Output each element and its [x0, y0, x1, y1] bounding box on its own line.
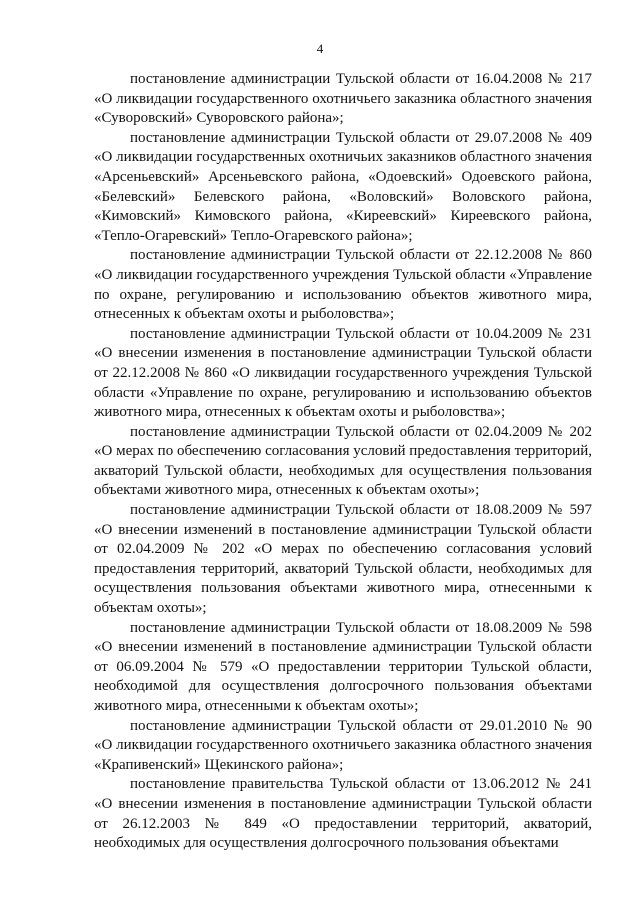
- resolution-header: постановление администрации Тульской области от 10.04.2009 № 231: [130, 325, 592, 342]
- resolution-title: «О внесении изменений в постановление администрации Тульской области от 02.04.2009 № 202 «О мерах по обеспечению согласования условий предоставления территорий, акваторий Тульской области, необходимых для осуществления пользования объектами животного мира, отнесенными к объектам охоты»;: [94, 521, 592, 617]
- document-body: [94, 70, 592, 854]
- resolution-header: постановление администрации Тульской области от 02.04.2009 № 202: [130, 423, 592, 440]
- resolution-header: постановление администрации Тульской области от 18.08.2009 № 598: [130, 619, 592, 636]
- resolution-item: [94, 717, 592, 776]
- resolution-title: «О внесении изменения в постановление администрации Тульской области от 22.12.2008 № 860 «О ликвидации государственного учреждения Тульской области «Управление по охране, регулированию и использованию объектов животного мира, отнесенных к объектам охоты и рыболовства»;: [94, 345, 592, 421]
- resolution-title: «О ликвидации государственного охотничьего заказника областного значения «Крапивенский» Щекинского района»;: [94, 737, 592, 773]
- resolution-item: [94, 325, 592, 423]
- resolution-header: постановление администрации Тульской области от 18.08.2009 № 597: [130, 502, 592, 519]
- resolution-header: постановление администрации Тульской области от 16.04.2008 № 217: [130, 71, 592, 87]
- resolution-header: постановление администрации Тульской области от 29.07.2008 № 409: [130, 129, 592, 146]
- resolution-title: «О внесении изменения в постановление администрации Тульской области от 26.12.2003 № 849 «О предоставлении территорий, акваторий, необходимых для осуществления долгосрочного пользования объектами: [94, 795, 592, 852]
- resolution-title: «О ликвидации государственного охотничьего заказника областного значения «Суворовский» Суворовского района»;: [94, 90, 592, 127]
- resolution-item: [94, 70, 592, 129]
- resolution-item: [94, 619, 592, 717]
- resolution-item: [94, 501, 592, 619]
- resolution-header: постановление администрации Тульской области от 29.01.2010 № 90: [130, 717, 592, 734]
- resolution-item: [94, 246, 592, 324]
- page-number: 4: [316, 41, 324, 56]
- resolution-item: [94, 423, 592, 501]
- resolution-title: «О внесении изменений в постановление администрации Тульской области от 06.09.2004 № 579 «О предоставлении территории Тульской области, необходимой для осуществления долгосрочного пользования объектами животного мира, отнесенными к объектам охоты»;: [94, 639, 592, 714]
- resolution-item: [94, 775, 592, 853]
- resolution-title: «О мерах по обеспечению согласования условий предоставления территорий, акваторий Тульской области, необходимых для осуществления пользования объектами животного мира, отнесенных к объектам охоты»;: [94, 443, 592, 499]
- resolution-item: [94, 129, 592, 247]
- resolution-title: «О ликвидации государственного учреждения Тульской области «Управление по охране, регулированию и использованию объектов животного мира, отнесенных к объектам охоты и рыболовства»;: [94, 266, 592, 323]
- resolution-header: постановление правительства Тульской области от 13.06.2012 № 241: [130, 776, 592, 793]
- resolution-title: «О ликвидации государственных охотничьих заказников областного значения «Арсеньевский» Арсеньевского района, «Одоевский» Одоевского района, «Белевский» Белевского района, «Воловский» Воловского района, «Кимовский» Кимовского района, «Киреевский» Киреевского района, «Тепло-Огаревский» Тепло-Огаревского района»;: [94, 149, 592, 244]
- resolution-header: постановление администрации Тульской области от 22.12.2008 № 860: [130, 247, 592, 264]
